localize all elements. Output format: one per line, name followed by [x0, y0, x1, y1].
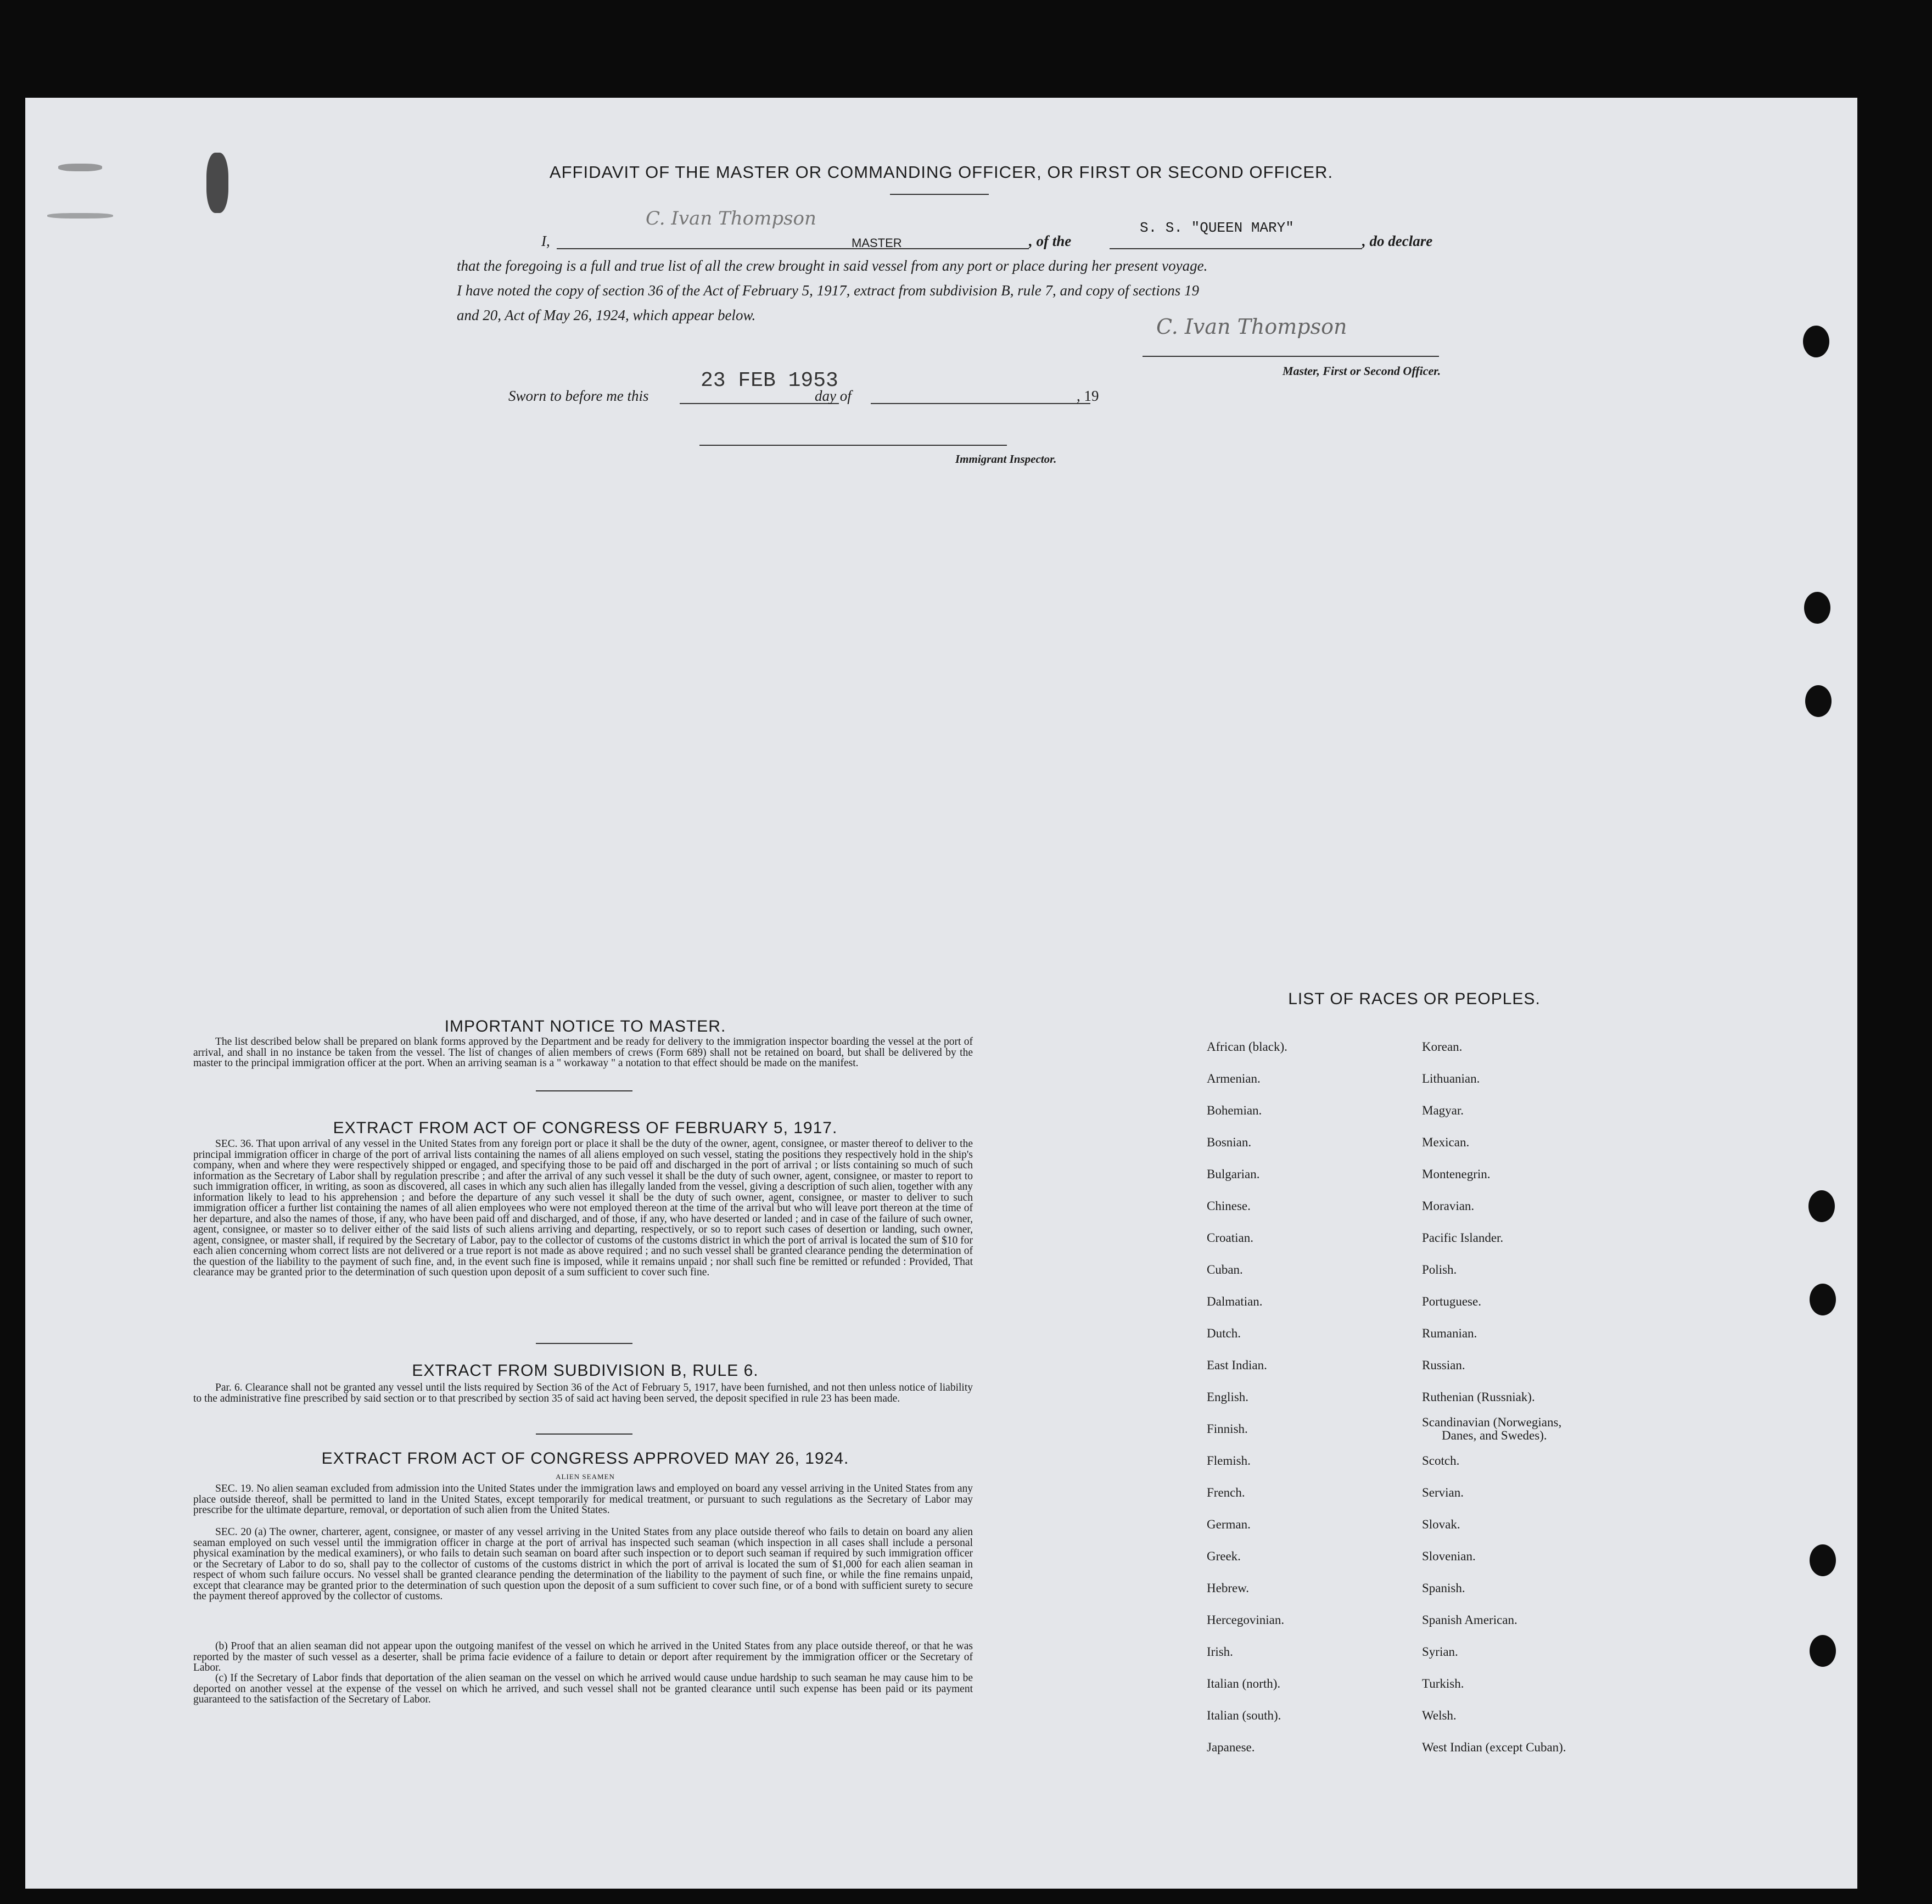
declaration-line-3: I have noted the copy of section 36 of the Act of February 5, 1917, extract from subdivision B, rule 7, and copy of sections 19	[457, 282, 1199, 299]
race-item: Spanish.	[1422, 1581, 1465, 1595]
vessel-name: S. S. "QUEEN MARY"	[1140, 220, 1294, 236]
race-item: Rumanian.	[1422, 1326, 1477, 1340]
officer-signature: C. Ivan Thompson	[1156, 315, 1347, 339]
alien-seamen-subtitle: ALIEN SEAMEN	[556, 1472, 615, 1481]
race-item: West Indian (except Cuban).	[1422, 1740, 1566, 1754]
declarant-prefix: I,	[541, 233, 550, 249]
punch-hole	[1810, 1544, 1836, 1576]
race-item: East Indian.	[1207, 1358, 1267, 1372]
race-item: Polish.	[1422, 1263, 1457, 1276]
punch-hole	[1804, 592, 1830, 624]
race-item: Hebrew.	[1207, 1581, 1250, 1595]
race-item: Cuban.	[1207, 1263, 1243, 1276]
punch-hole	[1810, 1635, 1836, 1667]
declarant-rank: MASTER	[852, 236, 902, 250]
race-item: Italian (north).	[1207, 1677, 1281, 1690]
punch-hole	[1808, 1190, 1835, 1222]
race-item: German.	[1207, 1517, 1251, 1531]
race-item: Slovenian.	[1422, 1549, 1476, 1563]
race-item: Bosnian.	[1207, 1135, 1252, 1149]
divider	[536, 1343, 632, 1344]
race-item: Scandinavian (Norwegians,	[1422, 1415, 1562, 1429]
extract-1917-body: SEC. 36. That upon arrival of any vessel in the United States from any foreign port or place it shall be the duty of the owner, agent, consignee, or master thereof to deliver to the principal immigration officer in charge of the port of arrival lists containing the names of all aliens employed on such vessel, stating the positions they respectively hold in the ship's company, when and where they were respectively shipped or engaged, and specifying those to be paid off and discharged in the port of arrival ; or lists containing so much of such information as the Secretary of Labor shall by regulation prescribe ; and after the arrival of any such vessel it shall be the duty of such owner, agent, consignee, or master to report to such immigration officer, in writing, as soon as discovered, all cases in which any such alien has illegally landed from the vessel, giving a description of such alien, together with any information likely to lead to his apprehension ; and before the departure of any such vessel it shall be the duty of such owner, agent, consignee, or master to deliver to such immigration officer a further list containing the names of all alien employees who were not employed thereon at the time of the arrival but who will leave port thereon at the time of her departure, and also the names of those, if any, who have been paid off and discharged, and of those, if any, who have deserted or landed ; and in case of the failure of such owner, agent, consignee, or master so to deliver either of the said lists of such aliens arriving and departing, respectively, or so to report such cases of desertion or landing, such owner, agent, consignee, or master shall, if required by the Secretary of Labor, pay to the collector of customs of the customs district in which the port of arrival is located the sum of $10 for each alien concerning whom correct lists are not delivered or a true report is not made as above required ; and no such vessel shall be granted clearance pending the determination of the question of the liability to the payment of such fine, and, in the event such fine is imposed, while it remains unpaid ; nor shall such fine be remitted or refunded : Provided, That clearance may be granted prior to the determination of such question upon deposit of a sum sufficient to cover such fine.	[193, 1138, 973, 1278]
race-item: Bulgarian.	[1207, 1167, 1260, 1181]
declaration-line-2: that the foregoing is a full and true list of all the crew brought in said vessel from any port or place during her present voyage.	[457, 257, 1208, 274]
race-item: French.	[1207, 1486, 1245, 1499]
title-underline	[890, 194, 989, 195]
races-title: LIST OF RACES OR PEOPLES.	[1288, 990, 1541, 1008]
inspector-signature-line	[699, 445, 1007, 446]
race-item: Spanish American.	[1422, 1613, 1517, 1627]
divider	[536, 1433, 632, 1435]
date-stamp: 23 FEB 1953	[701, 369, 838, 393]
race-item: Moravian.	[1422, 1199, 1475, 1213]
race-item: Russian.	[1422, 1358, 1465, 1372]
race-item: Croatian.	[1207, 1231, 1253, 1245]
notice-title: IMPORTANT NOTICE TO MASTER.	[444, 1017, 726, 1035]
race-item: Ruthenian (Russniak).	[1422, 1390, 1535, 1404]
race-item: Italian (south).	[1207, 1709, 1281, 1722]
stain-mark	[206, 153, 228, 213]
declarant-signature: C. Ivan Thompson	[646, 208, 816, 229]
document-page	[25, 98, 1857, 1889]
section-20a-body: SEC. 20 (a) The owner, charterer, agent, consignee, or master of any vessel arriving in the United States from any place outside thereof who fails to detain on board any alien seaman employed on such vessel until the immigration officer in charge at the port of arrival has inspected such seaman (which inspection in all cases shall include a personal physical examination by the medical examiners), or who fails to detain such seaman on board after such inspection or to deport such seaman if required by such immigration officer or the Secretary of Labor to do so, shall pay to the collector of customs of the customs district in which the port of arrival is located the sum of $1,000 for each alien seaman in respect of whom such failure occurs. No vessel shall be granted clearance pending the determination of the liability to the payment of such fine, or while the fine remains unpaid, except that clearance may be granted prior to the determination of such question upon the deposit of a sum sufficient to cover such fine, or of a bond with sufficient surety to secure the payment thereof approved by the collector of customs.	[193, 1526, 973, 1602]
race-item: Hercegovinian.	[1207, 1613, 1285, 1627]
extract-1917-title: EXTRACT FROM ACT OF CONGRESS OF FEBRUARY 5, 1917.	[333, 1119, 838, 1137]
of-the-label: , of the	[1029, 233, 1072, 249]
race-item: Japanese.	[1207, 1740, 1255, 1754]
punch-hole	[1810, 1284, 1836, 1315]
race-item: Scotch.	[1422, 1454, 1460, 1468]
race-item: Greek.	[1207, 1549, 1241, 1563]
race-item: Chinese.	[1207, 1199, 1251, 1213]
race-item-continuation: Danes, and Swedes).	[1442, 1429, 1547, 1442]
punch-hole	[1803, 326, 1829, 357]
section-20b-body: (b) Proof that an alien seaman did not appear upon the outgoing manifest of the vessel on which he arrived in the United States from any place outside thereof, or that he was reported by the master of such vessel as a deserter, shall be prima facie evidence of a failure to detain or deport after requirement by the immigration officer or the Secretary of Labor.	[193, 1640, 973, 1673]
affidavit-title: AFFIDAVIT OF THE MASTER OR COMMANDING OFFICER, OR FIRST OR SECOND OFFICER.	[549, 163, 1334, 182]
declaration-line-4: and 20, Act of May 26, 1924, which appear below.	[457, 307, 756, 323]
race-item: Turkish.	[1422, 1677, 1464, 1690]
race-item: Portuguese.	[1422, 1295, 1481, 1308]
race-item: Dalmatian.	[1207, 1295, 1263, 1308]
race-item: Slovak.	[1422, 1517, 1460, 1531]
race-item: Servian.	[1422, 1486, 1464, 1499]
race-item: Armenian.	[1207, 1072, 1261, 1085]
race-item: Irish.	[1207, 1645, 1233, 1659]
sworn-month-line	[871, 403, 1090, 404]
notice-body: The list described below shall be prepared on blank forms approved by the Department and be ready for delivery to the immigration inspector boarding the vessel at the port of arrival, and shall in no instance be taken from the vessel. The list of changes of alien members of crews (Form 689) shall not be retained on board, but shall be delivered by the master to the principal immigration officer at the port. When an arriving seaman is a " workaway " a notation to that effect should be made on the manifest.	[193, 1036, 973, 1069]
race-item: Montenegrin.	[1422, 1167, 1491, 1181]
section-19-body: SEC. 19. No alien seaman excluded from admission into the United States under the immigration laws and employed on board any vessel arriving in the United States from any place outside thereof, shall be permitted to land in the United States, except temporarily for medical treatment, or pursuant to such regulations as the Secretary of Labor may prescribe for the ultimate departure, removal, or deportation of such alien from the United States.	[193, 1483, 973, 1516]
race-item: Magyar.	[1422, 1104, 1464, 1117]
rule-6-title: EXTRACT FROM SUBDIVISION B, RULE 6.	[412, 1362, 759, 1380]
race-item: Pacific Islander.	[1422, 1231, 1504, 1245]
race-item: Flemish.	[1207, 1454, 1251, 1468]
race-item: Dutch.	[1207, 1326, 1241, 1340]
inspector-caption: Immigrant Inspector.	[955, 452, 1057, 466]
stain-mark	[47, 213, 113, 219]
day-of-label: day of	[815, 388, 852, 404]
extract-1924-title: EXTRACT FROM ACT OF CONGRESS APPROVED MAY 26, 1924.	[321, 1449, 849, 1468]
do-declare-label: , do declare	[1362, 233, 1433, 249]
race-item: Lithuanian.	[1422, 1072, 1480, 1085]
year-label: , 19	[1077, 388, 1099, 404]
race-item: Finnish.	[1207, 1422, 1248, 1436]
officer-caption: Master, First or Second Officer.	[1283, 364, 1441, 378]
punch-hole	[1805, 685, 1832, 717]
divider	[536, 1090, 632, 1091]
race-item: English.	[1207, 1390, 1249, 1404]
declarant-name-line	[557, 248, 1029, 249]
officer-signature-line	[1143, 356, 1439, 357]
race-item: Korean.	[1422, 1040, 1463, 1054]
sworn-label: Sworn to before me this	[508, 388, 649, 404]
race-item: Mexican.	[1422, 1135, 1470, 1149]
race-item: African (black).	[1207, 1040, 1287, 1054]
race-item: Welsh.	[1422, 1709, 1457, 1722]
race-item: Bohemian.	[1207, 1104, 1262, 1117]
race-item: Syrian.	[1422, 1645, 1458, 1659]
vessel-line	[1110, 248, 1362, 249]
section-20c-body: (c) If the Secretary of Labor finds that deportation of the alien seaman on the vessel on which he arrived would cause undue hardship to such seaman he may cause him to be deported on another vessel at the expense of the vessel on which he arrived, and such vessel shall not be granted clearance until such expense has been paid or its payment guaranteed to the satisfaction of the Secretary of Labor.	[193, 1672, 973, 1705]
rule-6-body: Par. 6. Clearance shall not be granted any vessel until the lists required by Section 36 of the Act of February 5, 1917, have been furnished, and not then unless notice of liability to the administrative fine prescribed by said section or to that prescribed by section 35 of said act having been served, the deposit specified in rule 23 has been made.	[193, 1382, 973, 1404]
